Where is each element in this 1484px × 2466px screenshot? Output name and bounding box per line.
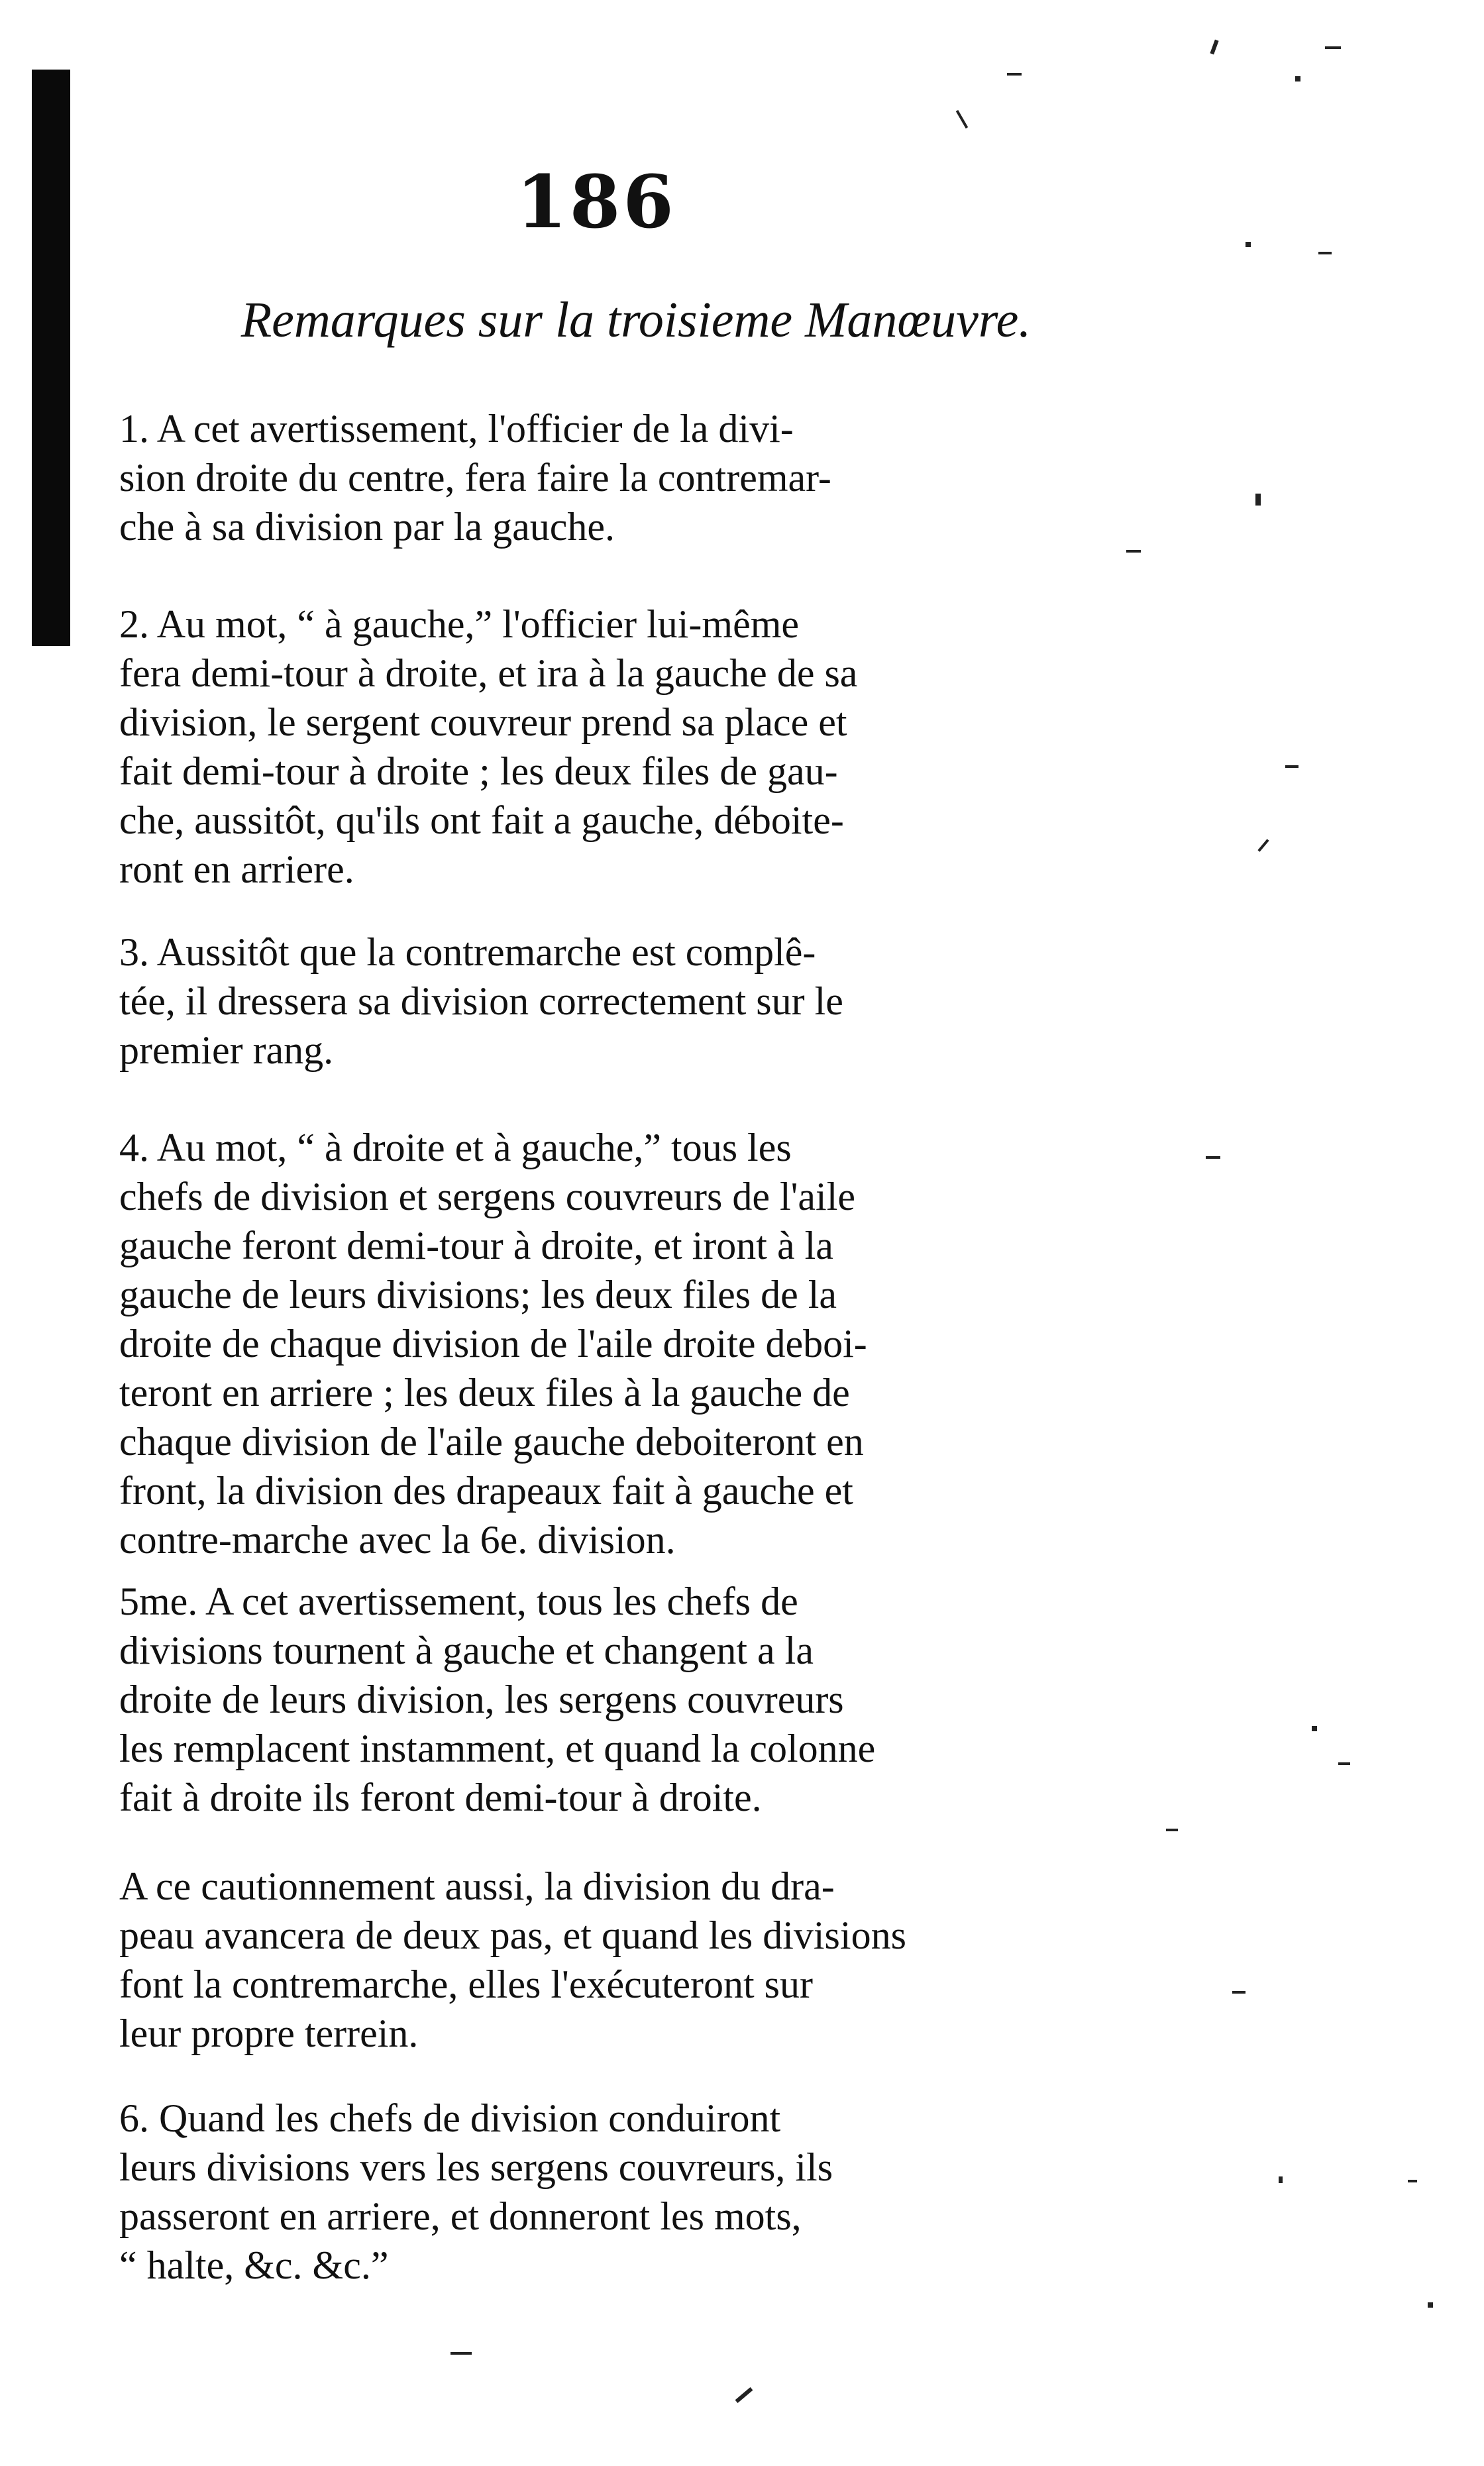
scan-speck (956, 110, 968, 129)
paragraph-5: 5me. A cet avertissement, tous les chefs de divisions tournent à gauche et changent a la droite de leurs division, les sergens couvreurs les remplacent instamment, et quand la colonne fait à droite ils feront demi-tour à droite. (119, 1580, 876, 1819)
scan-speck (1007, 73, 1022, 76)
paragraph-3: 3. Aussitôt que la contremarche est complê- tée, il dressera sa division correctement sur le premier rang. (119, 930, 843, 1072)
scan-speck (450, 2352, 472, 2355)
scan-speck (1279, 2176, 1283, 2183)
paragraph-2: 2. Au mot, “ à gauche,” l'officier lui-même fera demi-tour à droite, et ira à la gauche de sa division, le sergent couvreur prend sa place et fait demi-tour à droite ; les deux files de gau- che, aussitôt, qu'ils ont fait a gauche, déboite- ront en arriere. (119, 602, 858, 891)
scan-speck (1257, 839, 1269, 851)
scan-edge-bar (32, 70, 70, 646)
scan-speck (1126, 550, 1141, 553)
scan-speck (735, 2387, 753, 2403)
scan-speck (1428, 2302, 1433, 2308)
paragraph-7: 6. Quand les chefs de division conduiront leurs divisions vers les sergens couvreurs, ils passeront en arriere, et donneront les mots, “ halte, &c. &c.” (119, 2096, 833, 2287)
scan-speck (1325, 46, 1341, 49)
scan-speck (1408, 2180, 1417, 2182)
scan-speck (1295, 76, 1300, 81)
scan-speck (1285, 765, 1298, 768)
scan-speck (1210, 40, 1218, 55)
scan-speck (1206, 1156, 1220, 1159)
paragraph-1: 1. A cet avertissement, l'officier de la divi- sion droite du centre, fera faire la contremar- che à sa division par la gauche. (119, 407, 831, 549)
page-number: 186 (516, 159, 676, 244)
scan-speck (1312, 1726, 1317, 1731)
scan-speck (1246, 242, 1251, 247)
scan-speck (1338, 1762, 1350, 1765)
scan-speck (1232, 1991, 1246, 1994)
scan-speck (1318, 252, 1332, 254)
paragraph-4: 4. Au mot, “ à droite et à gauche,” tous les chefs de division et sergens couvreurs de l'aile gauche feront demi-tour à droite, et iront à la gauche de leurs divisions; les deux files de la droite de chaque division de l'aile droite deboi- teront en arriere ; les deux files à la gauche de chaque division de l'aile gauche deboiteront en front, la division des drapeaux fait à gauche et contre-marche avec la 6e. division. (119, 1126, 867, 1562)
scan-speck (1255, 494, 1261, 506)
paragraph-6: A ce cautionnement aussi, la division du dra- peau avancera de deux pas, et quand les divisions font la contremarche, elles l'exécuteront sur leur propre terrein. (119, 1864, 906, 2055)
scan-speck (1166, 1829, 1178, 1831)
section-title: Remarques sur la troisieme Manœuvre. (240, 292, 1032, 348)
